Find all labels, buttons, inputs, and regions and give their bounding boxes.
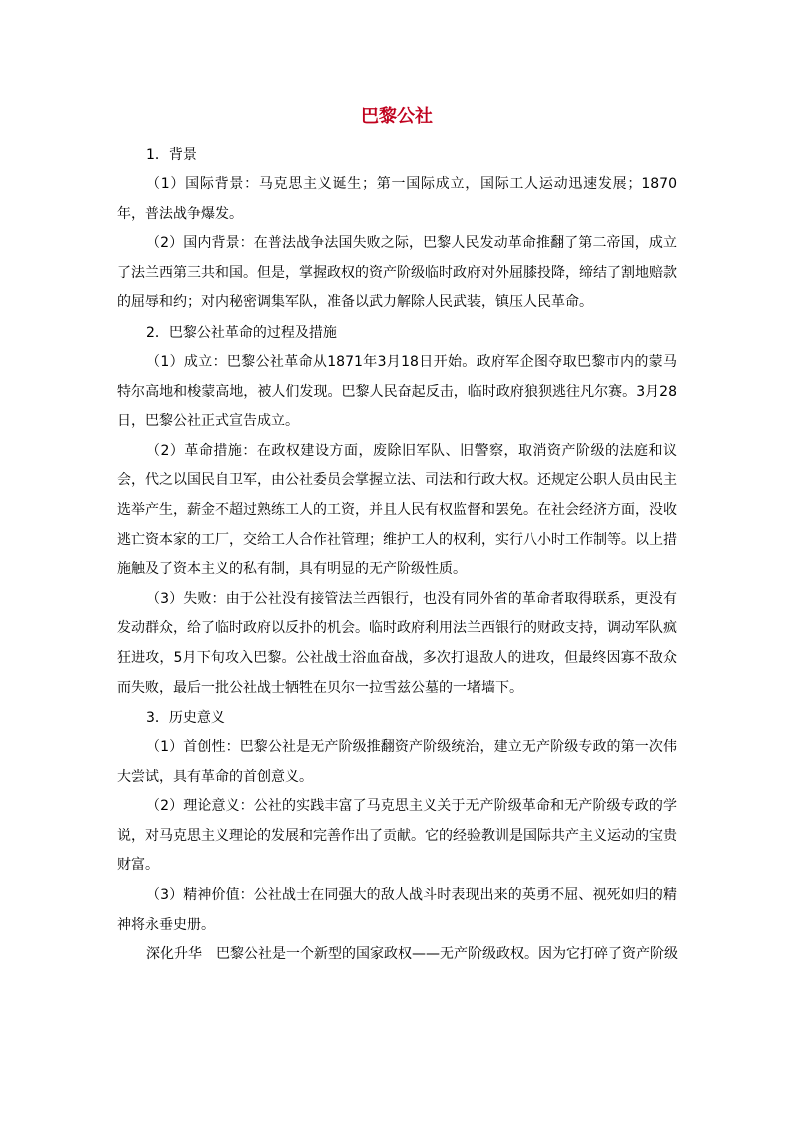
section-heading-significance: 3．历史意义 (146, 710, 225, 727)
paragraph-measures: （2）革命措施：在政权建设方面，废除旧军队、旧警察，取消资产阶级的法庭和议会，代之以国民自卫军，由公社委员会掌握立法、司法和行政大权。还规定公职人员由民主选举产生，薪金不超过熟练工人的工资，并且人民有权监督和罢免。在社会经济方面，没收逃亡资本家的工厂，交给工人合作社管理；维护工人的权利，实行八小时工作制等。以上措施触及了资本主义的私有制，具有明显的无产阶级性质。 (117, 442, 677, 578)
paragraph-international-background: （1）国际背景：马克思主义诞生；第一国际成立，国际工人运动迅速发展；1870年，普法战争爆发。 (117, 176, 677, 222)
paragraph-domestic-background: （2）国内背景：在普法战争法国失败之际，巴黎人民发动革命推翻了第二帝国，成立了法兰西第三共和国。但是，掌握政权的资产阶级临时政府对外屈膝投降，缔结了割地赔款的屈辱和约；对内秘密调集军队，准备以武力解除人民武装，镇压人民革命。 (117, 235, 677, 311)
paragraph-spiritual: （3）精神价值：公社战士在同强大的敌人战斗时表现出来的英勇不屈、视死如归的精神将永垂史册。 (117, 887, 677, 933)
document-title: 巴黎公社 (361, 106, 433, 127)
document-body (117, 140, 677, 970)
paragraph-theoretical: （2）理论意义：公社的实践丰富了马克思主义关于无产阶级革命和无产阶级专政的学说，对马克思主义理论的发展和完善作出了贡献。它的经验教训是国际共产主义运动的宝贵财富。 (117, 798, 677, 874)
paragraph-failure: （3）失败：由于公社没有接管法兰西银行，也没有同外省的革命者取得联系，更没有发动群众，给了临时政府以反扑的机会。临时政府利用法兰西银行的财政支持，调动军队疯狂进攻，5月下旬攻入巴黎。公社战士浴血奋战，多次打退敌人的进攻，但最终因寡不敌众而失败，最后一批公社战士牺牲在贝尔一拉雪兹公墓的一堵墙下。 (117, 590, 677, 696)
section-heading-process: 2．巴黎公社革命的过程及措施 (146, 324, 337, 341)
paragraph-establishment: （1）成立：巴黎公社革命从1871年3月18日开始。政府军企图夺取巴黎市内的蒙马特尔高地和梭蒙高地，被人们发现。巴黎人民奋起反击，临时政府狼狈逃往凡尔赛。3月28日，巴黎公社正式宣告成立。 (117, 353, 677, 430)
paragraph-pioneering: （1）首创性：巴黎公社是无产阶级推翻资产阶级统治，建立无产阶级专政的第一次伟大尝试，具有革命的首创意义。 (117, 739, 677, 785)
deepen-label: 深化升华 (146, 946, 202, 963)
section-heading-background: 1．背景 (146, 147, 197, 163)
deepen-text: 巴黎公社是一个新型的国家政权——无产阶级政权。因为它打碎了资产阶级 (216, 946, 678, 963)
deepen-paragraph (117, 940, 677, 970)
